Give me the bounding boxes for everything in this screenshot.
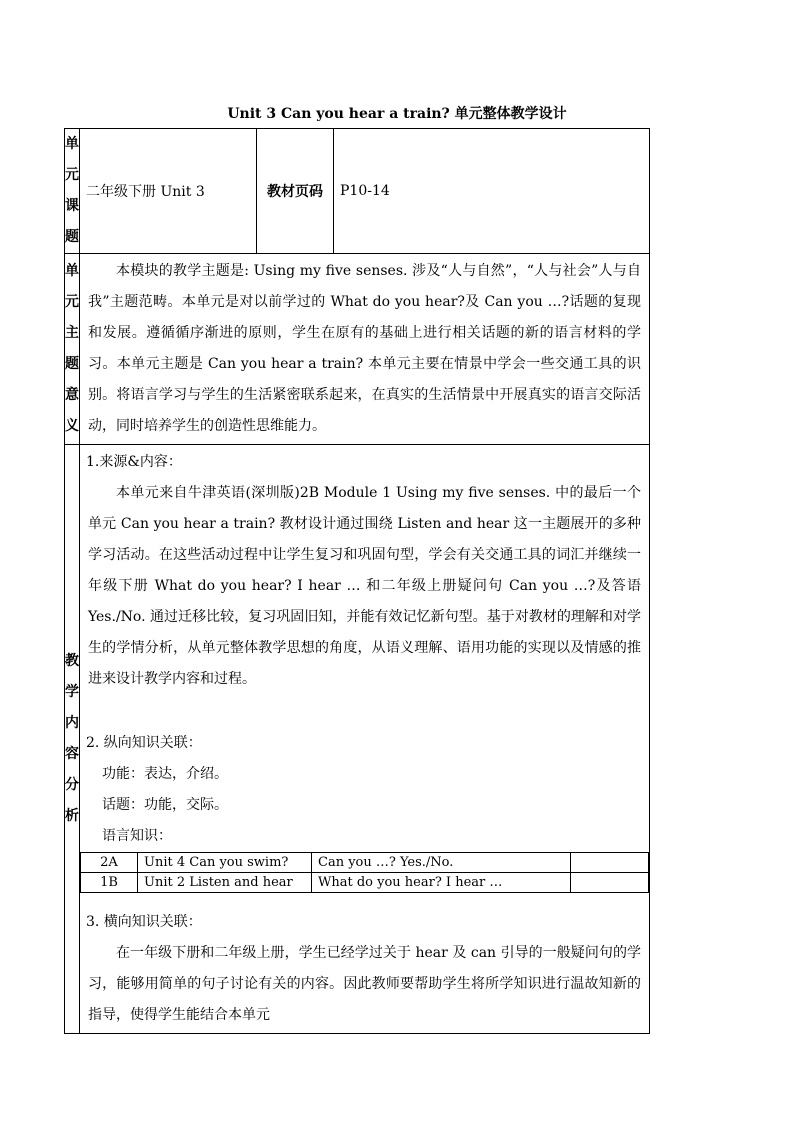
unit-topic-label: 单元课题 bbox=[65, 129, 80, 254]
page-label: 教材页码 bbox=[257, 129, 334, 254]
knowledge-table bbox=[80, 852, 649, 893]
section2-language: 语言知识： bbox=[102, 828, 172, 844]
unit-topic-value: 二年级下册 Unit 3 bbox=[80, 129, 257, 254]
spacer bbox=[80, 697, 649, 728]
analysis-cell bbox=[80, 445, 650, 1034]
section3-heading: 3. 横向知识关联： bbox=[86, 914, 202, 930]
analysis-label-line1: 教学内容 bbox=[65, 653, 79, 762]
knowledge-unit: Unit 2 Listen and hear bbox=[138, 873, 312, 893]
knowledge-row bbox=[81, 853, 649, 873]
section1-heading: 1.来源&内容： bbox=[86, 454, 182, 470]
theme-text: 本模块的教学主题是: Using my five senses. 涉及“人与自然”，“人与社会”人与自我”主题范畴。本单元是对以前学过的 What do you hear?及 Can you …?话题的复现和发展。遵循循序渐进的原则，学生在原有的基础上进行相关话题的新的语言材料的学习。本单元主题是 Can you hear a train? 本单元主要在情景中学会一些交通工具的识别。将语言学习与学生的生活紧密联系起来，在真实的生活情景中开展真实的语言交际活动，同时培养学生的创造性思维能力。 bbox=[88, 263, 641, 434]
document-title: Unit 3 Can you hear a train? 单元整体教学设计 bbox=[227, 106, 567, 122]
knowledge-pattern: What do you hear? I hear … bbox=[312, 873, 571, 893]
analysis-label-line2: 分析 bbox=[65, 777, 79, 824]
section2-heading: 2. 纵向知识关联： bbox=[86, 735, 202, 751]
page-value: P10-14 bbox=[334, 129, 650, 254]
theme-row bbox=[65, 254, 650, 445]
knowledge-empty bbox=[571, 853, 649, 873]
header-row bbox=[65, 129, 650, 254]
spacer bbox=[80, 893, 649, 907]
section1-text: 本单元来自牛津英语(深圳版)2B Module 1 Using my five senses. 中的最后一个单元 Can you hear a train? 教材设计通过围绕 Listen and hear 这一主题展开的多种学习活动。在这些活动过程中让学生复习和巩固句型，学会有关交通工具的词汇并继续一年级下册 What do you hear? I hear … 和二年级上册疑问句 Can you …?及答语 Yes./No. 通过迁移比较，复习巩固旧知，并能有效记忆新句型。基于对教材的理解和对学生的学情分析，从单元整体教学思想的角度，从语义理解、语用功能的实现以及情感的推进来设计教学内容和过程。 bbox=[88, 485, 641, 687]
theme-label bbox=[65, 254, 80, 445]
knowledge-unit: Unit 4 Can you swim? bbox=[138, 853, 312, 873]
theme-label-line2: 意义 bbox=[65, 387, 79, 434]
knowledge-row bbox=[81, 873, 649, 893]
theme-cell bbox=[80, 254, 650, 445]
knowledge-empty bbox=[571, 873, 649, 893]
knowledge-grade: 1B bbox=[81, 873, 138, 893]
knowledge-grade: 2A bbox=[81, 853, 138, 873]
section2-function: 功能：表达，介绍。 bbox=[102, 766, 228, 782]
theme-label-line1: 单元主题 bbox=[65, 263, 79, 372]
section2-topic: 话题：功能，交际。 bbox=[102, 797, 228, 813]
section3-text: 在一年级下册和二年级上册，学生已经学过关于 hear 及 can 引导的一般疑问句的学习，能够用简单的句子讨论有关的内容。因此教师要帮助学生将所学知识进行温故知新的指导，使得学生能结合本单元 bbox=[88, 945, 641, 1023]
analysis-row bbox=[65, 445, 650, 1034]
lesson-plan-table bbox=[64, 128, 650, 1034]
analysis-label bbox=[65, 445, 80, 1034]
knowledge-pattern: Can you …? Yes./No. bbox=[312, 853, 571, 873]
